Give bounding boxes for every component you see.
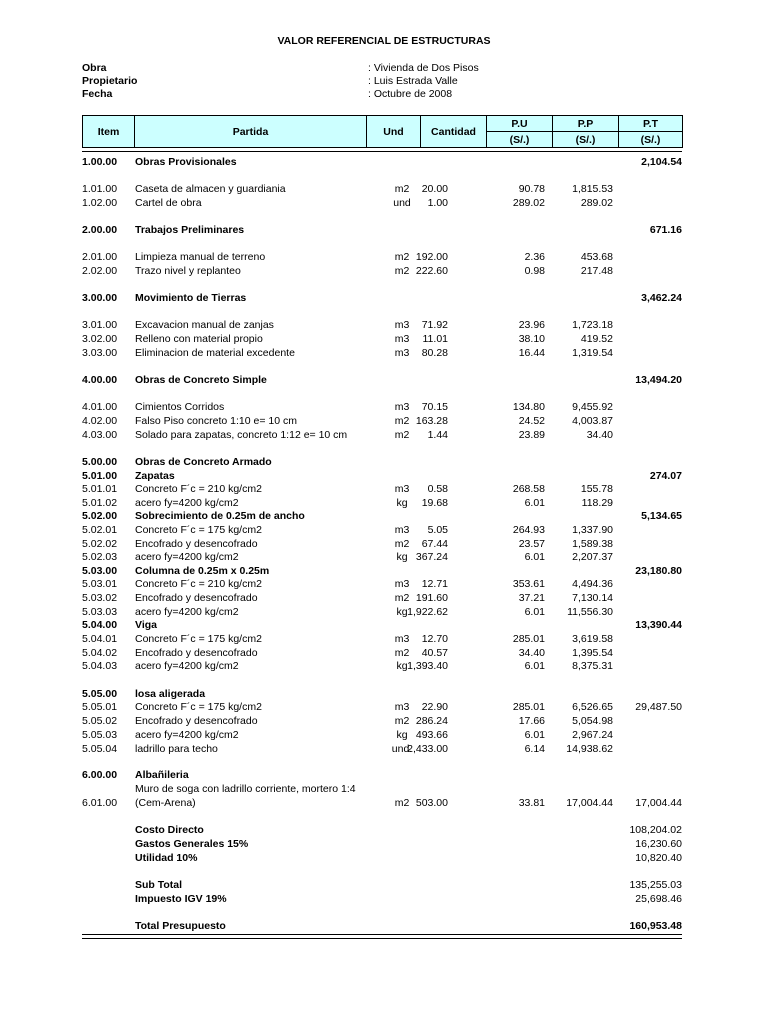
cell-partida: Limpieza manual de terreno	[135, 251, 266, 263]
cell-cantidad: 67.44	[421, 538, 448, 550]
table-row	[82, 156, 682, 169]
cell-pt: 671.16	[649, 224, 682, 236]
table-row	[82, 415, 682, 428]
cell-und: m3	[394, 483, 410, 495]
header-pp-currency: (S/.)	[553, 132, 619, 148]
cell-partida: Muro de soga con ladrillo corriente, mortero 1:4	[135, 783, 356, 795]
table-row	[82, 565, 682, 578]
table-row	[82, 347, 682, 360]
cell-partida: acero fy=4200 kg/cm2	[135, 660, 239, 672]
header-pu-currency: (S/.)	[487, 132, 553, 148]
cell-item: 5.05.04	[82, 743, 118, 755]
cell-und: kg	[396, 551, 408, 563]
cell-cantidad: 80.28	[421, 347, 448, 359]
meta-value-propietario: : Luis Estrada Valle	[368, 75, 458, 87]
cell-item: 1.01.00	[82, 183, 118, 195]
table-row	[82, 592, 682, 605]
cell-pp: 1,395.54	[572, 647, 613, 659]
total-value: 25,698.46	[635, 893, 682, 905]
cell-item: 5.05.03	[82, 729, 118, 741]
cell-cantidad: 22.90	[421, 701, 448, 713]
cell-item: 4.03.00	[82, 429, 118, 441]
cell-cantidad: 12.70	[421, 633, 448, 645]
cell-und: kg	[396, 660, 408, 672]
cell-und: m2	[394, 415, 410, 427]
cell-pu: 285.01	[512, 633, 545, 645]
cell-pu: 34.40	[518, 647, 545, 659]
total-value: 16,230.60	[635, 838, 682, 850]
cell-pu: 38.10	[518, 333, 545, 345]
cell-partida: Cimientos Corridos	[135, 401, 225, 413]
meta-label-obra: Obra	[82, 62, 107, 74]
cell-cantidad: 1.44	[427, 429, 448, 441]
cell-pp: 17,004.44	[566, 797, 613, 809]
cell-pp: 217.48	[580, 265, 613, 277]
page-title: VALOR REFERENCIAL DE ESTRUCTURAS	[277, 35, 491, 47]
cell-und: m3	[394, 633, 410, 645]
cell-item: 5.04.03	[82, 660, 118, 672]
table-row	[82, 224, 682, 237]
total-label: Costo Directo	[135, 824, 204, 836]
total-label: Utilidad 10%	[135, 852, 198, 864]
table-row	[82, 429, 682, 442]
table-row	[82, 619, 682, 632]
table-row	[82, 797, 682, 810]
cell-pu: 289.02	[512, 197, 545, 209]
cell-item: 5.05.01	[82, 701, 118, 713]
cell-partida: Falso Piso concreto 1:10 e= 10 cm	[135, 415, 297, 427]
cell-pu: 0.98	[524, 265, 545, 277]
table-row	[82, 197, 682, 210]
cell-und: m3	[394, 524, 410, 536]
cell-partida: Obras Provisionales	[135, 156, 237, 168]
table-row	[82, 647, 682, 660]
cell-item: 2.01.00	[82, 251, 118, 263]
table-row	[82, 401, 682, 414]
table-row	[82, 265, 682, 278]
header-double-rule	[82, 147, 682, 152]
cell-partida: Excavacion manual de zanjas	[135, 319, 274, 331]
cell-pp: 2,207.37	[572, 551, 613, 563]
cell-cantidad: 11.01	[422, 333, 448, 345]
cell-partida: Viga	[135, 619, 157, 631]
cell-pp: 453.68	[580, 251, 613, 263]
cell-pp: 8,375.31	[572, 660, 613, 672]
cell-item: 5.04.02	[82, 647, 118, 659]
table-row	[82, 660, 682, 673]
cell-pt: 17,004.44	[635, 797, 682, 809]
cell-pt: 13,390.44	[635, 619, 682, 631]
cell-pp: 4,003.87	[572, 415, 613, 427]
cell-pp: 6,526.65	[572, 701, 613, 713]
total-label: Gastos Generales 15%	[135, 838, 249, 850]
cell-item: 5.03.03	[82, 606, 118, 618]
footer-double-rule	[82, 934, 682, 939]
cell-partida: losa aligerada	[135, 688, 206, 700]
cell-pu: 285.01	[512, 701, 545, 713]
cell-partida: Caseta de almacen y guardiania	[135, 183, 286, 195]
cell-und: m2	[394, 592, 410, 604]
cell-pp: 9,455.92	[572, 401, 613, 413]
cell-item: 3.00.00	[82, 292, 118, 304]
cell-pp: 1,589.38	[572, 538, 613, 550]
cell-pp: 5,054.98	[572, 715, 613, 727]
cell-pt: 274.07	[649, 470, 682, 482]
cell-pu: 23.57	[518, 538, 545, 550]
cell-partida: ladrillo para techo	[135, 743, 218, 755]
cell-partida: Encofrado y desencofrado	[135, 538, 258, 550]
table-row	[82, 606, 682, 619]
cell-partida: Albañileria	[135, 769, 189, 781]
cell-partida: Columna de 0.25m x 0.25m	[135, 565, 270, 577]
header-pp: P.P	[553, 116, 619, 132]
cell-pp: 11,556.30	[567, 606, 613, 618]
cell-pt: 5,134.65	[641, 510, 682, 522]
cell-pp: 289.02	[580, 197, 613, 209]
cell-und: m3	[394, 347, 410, 359]
cell-und: kg	[396, 497, 408, 509]
cell-pu: 37.21	[518, 592, 545, 604]
cell-cantidad: 493.66	[415, 729, 448, 741]
meta-label-fecha: Fecha	[82, 88, 113, 100]
cell-pu: 90.78	[518, 183, 545, 195]
cell-item: 2.00.00	[82, 224, 118, 236]
cell-partida: Trazo nivel y replanteo	[135, 265, 241, 277]
cell-item: 5.00.00	[82, 456, 118, 468]
cell-item: 5.05.02	[82, 715, 118, 727]
cell-und: m2	[394, 797, 410, 809]
cell-cantidad: 1,922.62	[407, 606, 448, 618]
cell-und: m3	[394, 701, 410, 713]
cell-cantidad: 286.24	[415, 715, 448, 727]
cell-pu: 24.52	[518, 415, 545, 427]
cell-pp: 4,494.36	[572, 578, 613, 590]
table-row	[82, 183, 682, 196]
cell-cantidad: 503.00	[415, 797, 448, 809]
cell-und: m3	[394, 333, 410, 345]
cell-pt: 29,487.50	[635, 701, 682, 713]
cell-partida: Concreto F´c = 210 kg/cm2	[135, 483, 262, 495]
cell-und: m2	[394, 183, 410, 195]
cell-pu: 268.58	[512, 483, 545, 495]
cell-partida: Solado para zapatas, concreto 1:12 e= 10 cm	[135, 429, 348, 441]
cell-item: 5.01.00	[82, 470, 118, 482]
cell-partida: Cartel de obra	[135, 197, 202, 209]
cell-pp: 419.52	[580, 333, 613, 345]
table-row	[82, 551, 682, 564]
cell-partida: Trabajos Preliminares	[135, 224, 245, 236]
total-row	[82, 893, 682, 906]
cell-pu: 134.80	[512, 401, 545, 413]
total-row	[82, 824, 682, 837]
table-row	[82, 251, 682, 264]
cell-cantidad: 222.60	[415, 265, 448, 277]
cell-und: und.	[391, 743, 413, 755]
cell-pp: 7,130.14	[572, 592, 613, 604]
cell-pu: 17.66	[518, 715, 545, 727]
cell-partida: Concreto F´c = 210 kg/cm2	[135, 578, 262, 590]
cell-cantidad: 0.58	[427, 483, 448, 495]
cell-item: 5.02.02	[82, 538, 118, 550]
cell-item: 5.03.00	[82, 565, 118, 577]
table-row	[82, 470, 682, 483]
cell-item: 6.00.00	[82, 769, 118, 781]
cell-partida: acero fy=4200 kg/cm2	[135, 497, 239, 509]
cell-pu: 16.44	[518, 347, 545, 359]
cell-und: m3	[394, 401, 410, 413]
cell-partida: Concreto F´c = 175 kg/cm2	[135, 633, 262, 645]
cell-partida: acero fy=4200 kg/cm2	[135, 606, 239, 618]
cell-partida: Movimiento de Tierras	[135, 292, 247, 304]
cell-und: m2	[394, 538, 410, 550]
cell-pu: 6.01	[524, 606, 545, 618]
table-row	[82, 292, 682, 305]
cell-pp: 1,815.53	[572, 183, 613, 195]
total-value: 135,255.03	[629, 879, 682, 891]
cell-item: 4.00.00	[82, 374, 118, 386]
cell-pu: 33.81	[518, 797, 545, 809]
cell-item: 2.02.00	[82, 265, 118, 277]
cell-item: 4.01.00	[82, 401, 118, 413]
cell-pt: 3,462.24	[641, 292, 682, 304]
total-value: 10,820.40	[635, 852, 682, 864]
cell-cantidad: 1.00	[427, 197, 448, 209]
cell-item: 5.01.01	[82, 483, 118, 495]
cell-pt: 13,494.20	[635, 374, 682, 386]
header-pt: P.T	[619, 116, 683, 132]
cell-und: m2	[394, 429, 410, 441]
cell-und: m2	[394, 715, 410, 727]
cell-partida: Encofrado y desencofrado	[135, 592, 258, 604]
cell-partida: Concreto F´c = 175 kg/cm2	[135, 701, 262, 713]
total-value: 160,953.48	[629, 920, 682, 932]
cell-pp: 3,619.58	[572, 633, 613, 645]
total-label: Total Presupuesto	[135, 920, 226, 932]
cell-item: 5.05.00	[82, 688, 118, 700]
cell-partida: Eliminacion de material excedente	[135, 347, 295, 359]
cell-item: 5.03.01	[82, 578, 118, 590]
cell-item: 5.02.00	[82, 510, 118, 522]
cell-cantidad: 192.00	[415, 251, 448, 263]
header-und: Und	[367, 116, 421, 148]
cell-cantidad: 2,433.00	[407, 743, 448, 755]
cell-cantidad: 70.15	[421, 401, 448, 413]
table-row	[82, 743, 682, 756]
table-row	[82, 715, 682, 728]
cell-pu: 23.89	[518, 429, 545, 441]
cell-pu: 2.36	[524, 251, 545, 263]
cell-cantidad: 163.28	[415, 415, 448, 427]
cell-partida: acero fy=4200 kg/cm2	[135, 551, 239, 563]
cell-item: 3.01.00	[82, 319, 118, 331]
total-row	[82, 920, 682, 933]
cell-item: 5.04.01	[82, 633, 118, 645]
cell-pu: 6.01	[524, 729, 545, 741]
cell-cantidad: 367.24	[415, 551, 448, 563]
cell-cantidad: 20.00	[421, 183, 448, 195]
cell-partida: Relleno con material propio	[135, 333, 263, 345]
header-partida: Partida	[135, 116, 367, 148]
cell-cantidad: 12.71	[421, 578, 448, 590]
cell-pp: 118.29	[581, 497, 613, 509]
cell-item: 5.02.03	[82, 551, 118, 563]
cell-pt: 23,180.80	[635, 565, 682, 577]
cell-item: 1.02.00	[82, 197, 118, 209]
table-row	[82, 483, 682, 496]
cell-cantidad: 191.60	[415, 592, 448, 604]
cell-item: 5.02.01	[82, 524, 118, 536]
cell-item: 5.04.00	[82, 619, 118, 631]
header-pt-currency: (S/.)	[619, 132, 683, 148]
table-row	[82, 333, 682, 346]
table-row	[82, 456, 682, 469]
cell-item: 3.02.00	[82, 333, 118, 345]
cell-partida: Sobrecimiento de 0.25m de ancho	[135, 510, 305, 522]
cell-cantidad: 71.92	[421, 319, 448, 331]
cell-partida: acero fy=4200 kg/cm2	[135, 729, 239, 741]
table-row	[82, 769, 682, 782]
cell-pp: 1,337.90	[572, 524, 613, 536]
table-row	[82, 374, 682, 387]
cell-und: m2	[394, 647, 410, 659]
cell-und: m3	[394, 319, 410, 331]
table-row	[82, 524, 682, 537]
cell-partida: Encofrado y desencofrado	[135, 647, 258, 659]
cell-pp: 1,319.54	[572, 347, 613, 359]
cell-pu: 353.61	[512, 578, 545, 590]
cell-und: m2	[394, 251, 410, 263]
cell-partida: (Cem-Arena)	[135, 797, 196, 809]
cell-und: kg	[396, 729, 408, 741]
cell-und: und	[393, 197, 411, 209]
header-item: Item	[83, 116, 135, 148]
table-row	[82, 783, 682, 796]
total-row	[82, 879, 682, 892]
cell-pp: 34.40	[586, 429, 613, 441]
table-row	[82, 319, 682, 332]
cell-cantidad: 19.68	[421, 497, 448, 509]
cell-pp: 1,723.18	[572, 319, 613, 331]
cell-cantidad: 5.05	[427, 524, 448, 536]
cell-pu: 6.01	[524, 497, 545, 509]
cell-und: m2	[394, 265, 410, 277]
meta-value-obra: : Vivienda de Dos Pisos	[368, 62, 479, 74]
table-row	[82, 633, 682, 646]
cell-partida: Zapatas	[135, 470, 175, 482]
header-pu: P.U	[487, 116, 553, 132]
total-label: Sub Total	[135, 879, 183, 891]
total-row	[82, 838, 682, 851]
table-row	[82, 497, 682, 510]
table-row	[82, 729, 682, 742]
table-row	[82, 578, 682, 591]
cell-item: 1.00.00	[82, 156, 118, 168]
cell-cantidad: 40.57	[421, 647, 448, 659]
total-row	[82, 852, 682, 865]
cell-pp: 155.78	[580, 483, 613, 495]
meta-value-fecha: : Octubre de 2008	[368, 88, 453, 100]
meta-label-propietario: Propietario	[82, 75, 138, 87]
cell-pu: 6.01	[524, 551, 545, 563]
cell-item: 5.01.02	[82, 497, 118, 509]
table-row	[82, 701, 682, 714]
cell-pp: 2,967.24	[572, 729, 613, 741]
header-cantidad: Cantidad	[421, 116, 487, 148]
cell-item: 6.01.00	[82, 797, 118, 809]
cell-item: 5.03.02	[82, 592, 118, 604]
table-header	[82, 115, 683, 148]
cell-partida: Encofrado y desencofrado	[135, 715, 258, 727]
cell-partida: Obras de Concreto Armado	[135, 456, 272, 468]
total-label: Impuesto IGV 19%	[135, 893, 227, 905]
table-row	[82, 688, 682, 701]
table-row	[82, 538, 682, 551]
cell-und: kg	[396, 606, 408, 618]
cell-pu: 23.96	[518, 319, 545, 331]
cell-pu: 264.93	[512, 524, 545, 536]
cell-pu: 6.01	[524, 660, 545, 672]
cell-cantidad: 1,393.40	[407, 660, 448, 672]
table-row	[82, 510, 682, 523]
cell-pu: 6.14	[524, 743, 545, 755]
cell-item: 3.03.00	[82, 347, 118, 359]
cell-pp: 14,938.62	[566, 743, 613, 755]
cell-und: m3	[394, 578, 410, 590]
total-value: 108,204.02	[629, 824, 682, 836]
cell-pt: 2,104.54	[641, 156, 682, 168]
cell-item: 4.02.00	[82, 415, 118, 427]
cell-partida: Obras de Concreto Simple	[135, 374, 267, 386]
cell-partida: Concreto F´c = 175 kg/cm2	[135, 524, 262, 536]
